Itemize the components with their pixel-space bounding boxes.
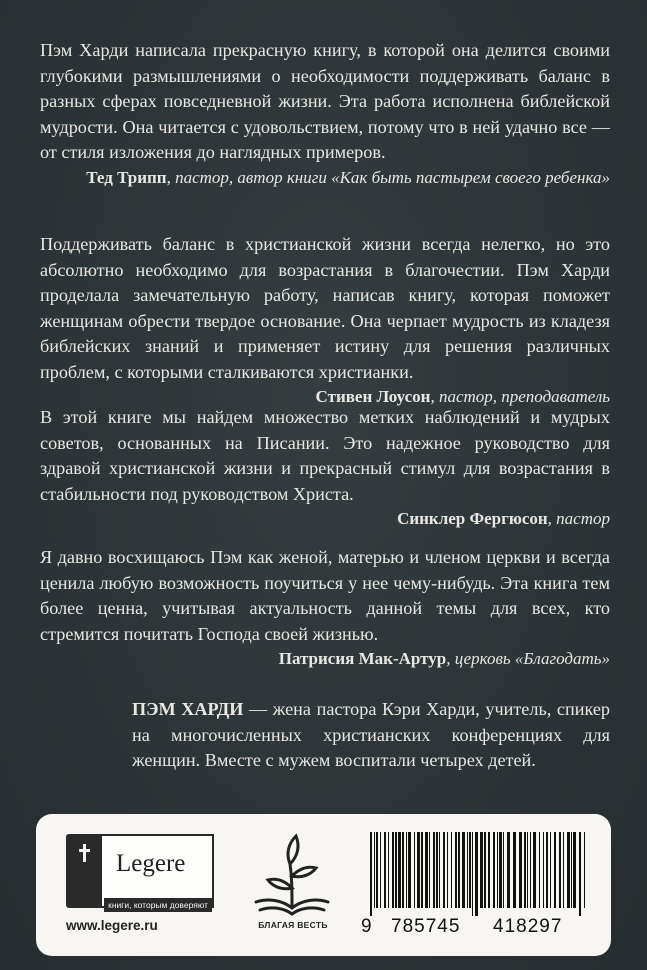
isbn-digit-group: 9 xyxy=(361,916,373,937)
quote-attribution xyxy=(40,507,610,531)
publisher-tagline: книги, которым доверяют xyxy=(104,898,212,912)
sprout-book-icon xyxy=(246,828,338,920)
book-cross-icon xyxy=(66,834,102,908)
quote-author-name: Синклер Фергюсон xyxy=(397,509,548,528)
quote-author-name: Тед Трипп xyxy=(86,167,167,187)
author-bio xyxy=(132,697,610,774)
quote-author-role: , церковь «Благодать» xyxy=(446,649,610,668)
quote-text: Пэм Харди написала прекрасную книгу, в которой она делится своими глубокими размышлениями о необходимости поддерживать баланс в разных сферах повседневной жизни. Эта работа исполнена библейской мудрости. Она читается с удовольствием, потому что в ней удачно все — от стиля изложения до наглядных примеров. xyxy=(40,40,610,162)
author-bio-text: — жена пастора Кэри Харди, учитель, спикер на многочисленных христианских конференциях для женщин. Вместе с мужем воспитали четырех детей. xyxy=(132,699,610,770)
quote-block xyxy=(40,405,610,531)
isbn-digit-group: 418297 xyxy=(493,916,563,937)
quote-attribution xyxy=(40,647,610,671)
quote-author-role: , пастор, автор книги «Как быть пастырем своего ребенка» xyxy=(166,167,610,187)
publisher-logo xyxy=(66,834,216,912)
quote-block xyxy=(40,545,610,671)
quote-author-role: , пастор xyxy=(547,509,610,528)
quote-text: Я давно восхищаюсь Пэм как женой, матерью и членом церкви и всегда ценила любую возможность поучиться у нее чему-нибудь. Эта книга тем более ценна, учитывая актуальность данной темы для всех, кто стремится почитать Господа своей жизнью. xyxy=(40,547,610,644)
quote-author-name: Стивен Лоусон xyxy=(315,387,431,406)
quote-author-role: , пастор, преподаватель xyxy=(430,387,610,406)
publisher-panel xyxy=(36,814,611,956)
isbn-barcode xyxy=(366,832,591,916)
quote-block xyxy=(40,38,610,190)
isbn-digit-group: 785745 xyxy=(391,916,461,937)
quote-attribution xyxy=(40,166,610,190)
quote-text: Поддерживать баланс в христианской жизни всегда нелегко, но это абсолютно необходимо для возрастания в благочестии. Пэм Харди проделала замечательную работу, написав книгу, которая поможет женщинам обрести твердое основание. Она черпает мудрость из кладезя библейских знаний и применяет истину для решения различных проблем, с которыми сталкиваются христианки. xyxy=(40,234,610,382)
quote-block xyxy=(40,232,610,409)
imprint-label: БЛАГАЯ ВЕСТЬ xyxy=(258,920,328,930)
publisher-name: Legere xyxy=(116,850,186,877)
quote-author-name: Патрисия Мак-Артур xyxy=(278,649,447,668)
publisher-url: www.legere.ru xyxy=(66,918,158,933)
quote-text: В этой книге мы найдем множество метких наблюдений и мудрых советов, основанных на Писании. Это надежное руководство для здравой христианской жизни и прекрасный стимул для возрастания в стабильности под руководством Христа. xyxy=(40,407,610,504)
author-name: ПЭМ ХАРДИ xyxy=(132,699,244,719)
